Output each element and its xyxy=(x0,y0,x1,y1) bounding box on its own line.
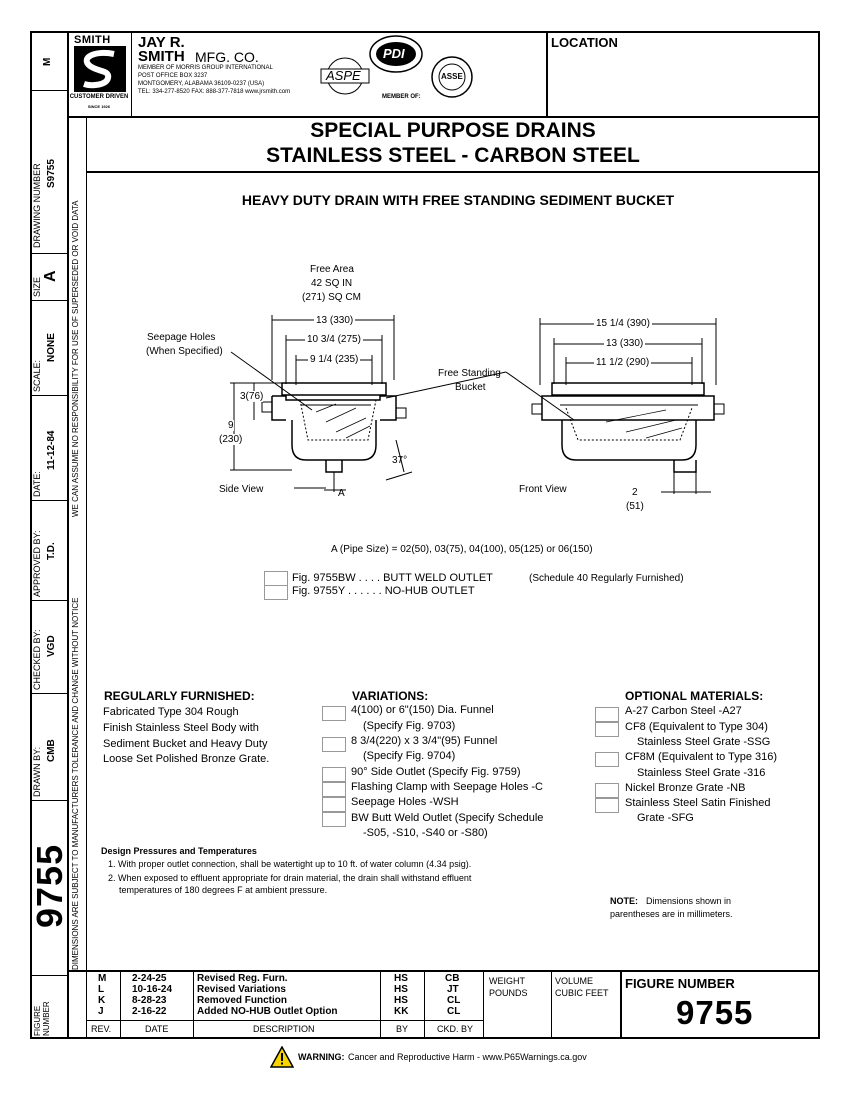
pdi-logo-text: PDI xyxy=(383,46,405,61)
sidebar-sep xyxy=(30,600,67,601)
dim-front-13: 13 (330) xyxy=(606,338,644,349)
design-heading: Design Pressures and Temperatures xyxy=(101,846,257,856)
bucket-label: Free Standing xyxy=(438,368,501,379)
front-view-label: Front View xyxy=(519,484,567,495)
revision-rows xyxy=(86,973,483,1017)
logo-since: SINCE 1926 xyxy=(87,104,111,109)
dim-side-230: (230) xyxy=(219,434,243,445)
warning-text: Cancer and Reproductive Harm - www.P65Warnings.ca.gov xyxy=(348,1052,587,1062)
option-bw-text: Fig. 9755BW . . . . BUTT WELD OUTLET xyxy=(292,572,493,584)
note-text: Dimensions shown in xyxy=(646,896,732,906)
drawn-value: CMB xyxy=(46,739,57,762)
seepage-when-label: (When Specified) xyxy=(146,346,223,357)
dim-side-10-34: 10 3/4 (275) xyxy=(307,334,361,345)
company-line4: TEL: 334-277-8520 FAX: 888-377-7818 www.jrsmith.com xyxy=(138,89,291,95)
optional-text: Grate -SFG xyxy=(637,812,694,824)
volume-label: VOLUME xyxy=(555,976,594,986)
optional-text: CF8 (Equivalent to Type 304) xyxy=(625,721,768,733)
optional-checkbox[interactable] xyxy=(595,722,619,737)
size-value: A xyxy=(42,270,59,282)
optional-checkbox[interactable] xyxy=(595,707,619,722)
by-header: BY xyxy=(396,1024,409,1034)
company-line2: POST OFFICE BOX 3237 xyxy=(138,73,208,79)
dim-front-51: (51) xyxy=(626,501,644,512)
desc-cell: Revised Reg. Furn. xyxy=(197,973,288,984)
ckd-cell: CL xyxy=(447,995,461,1006)
regular-line: Loose Set Polished Bronze Grate. xyxy=(103,753,270,765)
header-location-divider xyxy=(546,31,548,116)
optional-checkbox[interactable] xyxy=(595,798,619,813)
date-cell: 10-16-24 xyxy=(132,984,173,995)
pipe-size-text: A (Pipe Size) = 02(50), 03(75), 04(100), 05(125) or 06(150) xyxy=(331,544,593,555)
variation-text: (Specify Fig. 9703) xyxy=(363,720,456,732)
dim-front-2: 2 xyxy=(632,487,638,498)
drawn-label: DRAWN BY: xyxy=(32,746,42,797)
sidebar-sep xyxy=(30,693,67,694)
date-header: DATE xyxy=(145,1024,169,1034)
dim-angle: 37° xyxy=(392,455,408,466)
subtitle: HEAVY DUTY DRAIN WITH FREE STANDING SEDIMENT BUCKET xyxy=(241,192,675,208)
table-row xyxy=(86,1006,483,1017)
optional-heading: OPTIONAL MATERIALS: xyxy=(625,689,764,703)
warning-icon xyxy=(270,1046,294,1068)
title-line1: SPECIAL PURPOSE DRAINS xyxy=(310,119,596,142)
date-cell: 2-16-22 xyxy=(132,1006,167,1017)
drawing-number-label: DRAWING NUMBER xyxy=(32,163,42,248)
ckd-header: CKD. BY xyxy=(437,1024,474,1034)
optional-text: Stainless Steel Grate -SSG xyxy=(637,736,771,748)
drawing-number: S9755 xyxy=(46,159,57,188)
variation-text: 4(100) or 6"(150) Dia. Funnel xyxy=(351,704,494,716)
figure-number: 9755 xyxy=(676,994,754,1031)
location-label: LOCATION xyxy=(551,35,618,50)
rev-cell: M xyxy=(98,973,107,984)
optional-text: Stainless Steel Grate -316 xyxy=(637,767,766,779)
figure-label-sidebar: FIGURE NUMBER xyxy=(33,1001,51,1036)
ckd-cell: JT xyxy=(447,984,459,995)
variation-text: -S05, -S10, -S40 or -S80) xyxy=(363,827,488,839)
company-line3: MONTGOMERY, ALABAMA 36109-0237 (USA) xyxy=(138,81,265,87)
variation-checkbox[interactable] xyxy=(322,737,346,752)
sidebar-sep xyxy=(30,800,67,801)
size-label: SIZE xyxy=(32,276,42,297)
volume-col-sep xyxy=(620,970,622,1039)
member-of: MEMBER OF: xyxy=(382,94,421,100)
date-cell: 2-24-25 xyxy=(132,973,167,984)
rev-cell: J xyxy=(98,1006,104,1017)
variation-checkbox[interactable] xyxy=(322,797,346,812)
dim-front-15-14: 15 1/4 (390) xyxy=(596,318,650,329)
scale-value: NONE xyxy=(46,333,57,362)
date-label: DATE: xyxy=(32,471,42,497)
date-value: 11-12-84 xyxy=(46,430,57,470)
variation-text: Flashing Clamp with Seepage Holes -C xyxy=(351,781,543,793)
dim-side-a: A xyxy=(338,488,345,499)
by-cell: HS xyxy=(394,984,408,995)
header-divider xyxy=(67,116,820,118)
title-line2: STAINLESS STEEL - CARBON STEEL xyxy=(266,144,640,167)
sidebar-sep xyxy=(30,253,67,254)
optional-text: Nickel Bronze Grate -NB xyxy=(625,782,746,794)
optional-text: CF8M (Equivalent to Type 316) xyxy=(625,751,778,763)
option-y-text: Fig. 9755Y . . . . . . NO-HUB OUTLET xyxy=(292,585,475,597)
sidebar-sep xyxy=(30,300,67,301)
variation-checkbox[interactable] xyxy=(322,767,346,782)
sidebar-sep xyxy=(30,395,67,396)
smith-logo xyxy=(69,34,129,112)
rev-header: REV. xyxy=(91,1024,112,1034)
logo-s-mark-icon xyxy=(74,46,126,92)
variation-checkbox[interactable] xyxy=(322,706,346,721)
aspe-logo-text: ASPE xyxy=(326,68,361,83)
dim-side-9-14: 9 1/4 (235) xyxy=(310,354,359,365)
by-cell: KK xyxy=(394,1006,409,1017)
by-cell: HS xyxy=(394,973,408,984)
desc-header: DESCRIPTION xyxy=(253,1024,315,1034)
option-checkbox-bw[interactable] xyxy=(264,571,288,586)
revision-letter: M xyxy=(42,57,53,66)
optional-text: Stainless Steel Satin Finished xyxy=(625,797,771,809)
figure-number-label: FIGURE NUMBER xyxy=(625,976,735,991)
logo-wordmark: SMITH xyxy=(74,34,111,46)
company-name-mfg: MFG. CO. xyxy=(195,49,259,65)
dim-front-11-12: 11 1/2 (290) xyxy=(596,357,650,368)
table-row xyxy=(86,973,483,984)
drain-technical-drawing xyxy=(86,260,820,530)
variations-heading: VARIATIONS: xyxy=(352,689,429,703)
sidebar-sep xyxy=(30,90,67,91)
weight-label: WEIGHT xyxy=(489,976,525,986)
dim-side-3: 3(76) xyxy=(240,391,264,402)
variation-text: 8 3/4(220) x 3 3/4"(95) Funnel xyxy=(351,735,498,747)
volume-label-units: CUBIC FEET xyxy=(555,988,609,998)
title-divider xyxy=(86,171,820,173)
option-checkbox-y[interactable] xyxy=(264,585,288,600)
table-row xyxy=(86,995,483,1006)
header-logo-divider xyxy=(131,31,132,116)
note-text2: parentheses are in millimeters. xyxy=(610,909,733,919)
weight-col-sep xyxy=(551,970,552,1039)
dim-side-9: 9 xyxy=(228,420,234,431)
sidebar-sep xyxy=(30,500,67,501)
asse-logo-text: ASSE xyxy=(441,72,463,81)
option-bw-note: (Schedule 40 Regularly Furnished) xyxy=(529,573,684,584)
variation-checkbox[interactable] xyxy=(322,812,346,827)
checked-label: CHECKED BY: xyxy=(32,629,42,690)
table-row xyxy=(86,984,483,995)
optional-checkbox[interactable] xyxy=(595,752,619,767)
disclaimer-tolerance: DIMENSIONS ARE SUBJECT TO MANUFACTURERS TOLERANCE AND CHANGE WITHOUT NOTICE xyxy=(71,597,80,970)
variation-text: Seepage Holes -WSH xyxy=(351,796,459,808)
company-name-jayr: JAY R. xyxy=(138,34,185,51)
rev-col-sep xyxy=(483,970,484,1039)
desc-cell: Added NO-HUB Outlet Option xyxy=(197,1006,338,1017)
design-line3: temperatures of 180 degrees F at ambient pressure. xyxy=(119,885,328,895)
scale-label: SCALE: xyxy=(32,359,42,392)
ckd-cell: CB xyxy=(445,973,460,984)
rev-cell: K xyxy=(98,995,106,1006)
logo-customer-driven: CUSTOMER DRIVEN xyxy=(69,94,129,100)
disclaimer-superseded: WE CAN ASSUME NO RESPONSIBILITY FOR USE OF SUPERSEDED OR VOID DATA xyxy=(71,200,80,517)
by-cell: HS xyxy=(394,995,408,1006)
optional-text: A-27 Carbon Steel -A27 xyxy=(625,705,742,717)
warning-label: WARNING: xyxy=(298,1052,345,1062)
approved-label: APPROVED BY: xyxy=(32,530,42,597)
seepage-holes-label: Seepage Holes xyxy=(147,332,216,343)
design-line2: 2. When exposed to effluent appropriate for drain material, the drain shall withstand effluent xyxy=(108,873,472,883)
bucket-label2: Bucket xyxy=(455,382,486,393)
variation-checkbox[interactable] xyxy=(322,782,346,797)
design-line1: 1. With proper outlet connection, shall be watertight up to 10 ft. of water column (4.34 psig). xyxy=(108,859,472,869)
title-block-top xyxy=(67,970,820,972)
ckd-cell: CL xyxy=(447,1006,461,1017)
desc-cell: Removed Function xyxy=(197,995,288,1006)
variation-text: 90° Side Outlet (Specify Fig. 9759) xyxy=(351,766,521,778)
figure-number-big: 9755 xyxy=(29,843,70,928)
regular-line: Fabricated Type 304 Rough xyxy=(103,706,239,718)
variation-text: (Specify Fig. 9704) xyxy=(363,750,456,762)
dim-side-13: 13 (330) xyxy=(316,315,354,326)
weight-label-units: POUNDS xyxy=(489,988,528,998)
desc-cell: Revised Variations xyxy=(197,984,286,995)
free-area-label: Free Area xyxy=(310,264,354,275)
company-name-smith: SMITH xyxy=(138,48,185,65)
variation-text: BW Butt Weld Outlet (Specify Schedule xyxy=(351,812,544,824)
regular-line: Sediment Bucket and Heavy Duty xyxy=(103,738,268,750)
date-cell: 8-28-23 xyxy=(132,995,167,1006)
free-area-sqin: 42 SQ IN xyxy=(311,278,353,289)
rev-cell: L xyxy=(98,984,105,995)
free-area-sqcm: (271) SQ CM xyxy=(302,292,361,303)
disclaimer-divider xyxy=(86,117,87,970)
company-line1: MEMBER OF MORRIS GROUP INTERNATIONAL xyxy=(138,65,273,71)
checked-value: VGD xyxy=(46,635,57,657)
approved-value: T.D. xyxy=(46,542,57,560)
side-view-label: Side View xyxy=(219,484,264,495)
optional-checkbox[interactable] xyxy=(595,783,619,798)
note-label: NOTE: xyxy=(610,896,638,906)
regular-heading: REGULARLY FURNISHED: xyxy=(104,689,255,703)
regular-line: Finish Stainless Steel Body with xyxy=(103,722,259,734)
